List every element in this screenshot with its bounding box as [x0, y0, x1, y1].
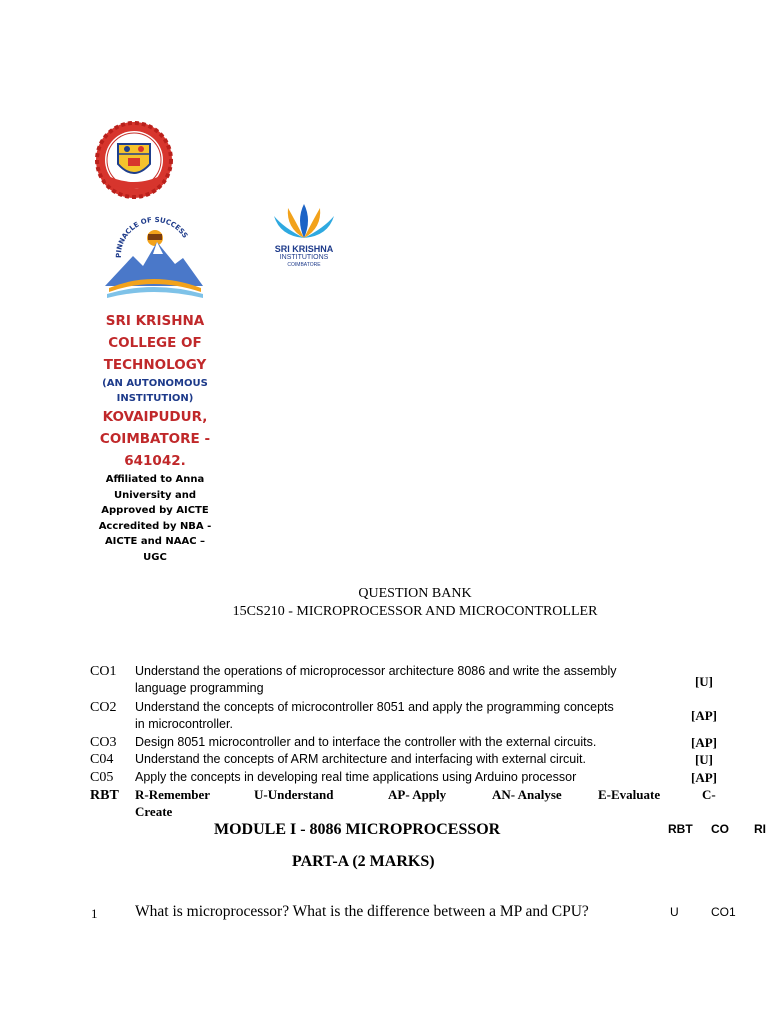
college-name-line: COLLEGE OF [108, 335, 202, 351]
module-title: MODULE I - 8086 MICROPROCESSOR [214, 821, 501, 838]
document-subtitle: 15CS210 - MICROPROCESSOR AND MICROCONTROLLER [232, 604, 598, 619]
college-name-line: SRI KRISHNA [105, 313, 205, 329]
affiliation-line: University and [113, 489, 197, 501]
co-description [135, 663, 655, 697]
rbt-term: R-Remember [135, 787, 211, 802]
co-code: CO1 [90, 664, 117, 679]
part-title: PART-A (2 MARKS) [292, 853, 435, 870]
co-code: C04 [90, 752, 114, 767]
college-info-block [92, 310, 218, 565]
rbt-term: C- [702, 787, 716, 802]
co-desc-line: Apply the concepts in developing real time applications using Arduino processor [135, 770, 577, 784]
affiliation-line: Approved by AICTE [101, 505, 209, 516]
location-line: 641042. [124, 453, 186, 469]
affiliation-line: Affiliated to Anna [105, 474, 205, 485]
document-heading [200, 585, 630, 621]
sk-logo-line2: INSTITUTIONS [279, 254, 329, 261]
rbt-code: RBT [90, 788, 119, 803]
autonomy-line: (AN AUTONOMOUS [102, 378, 208, 389]
col-header-co: CO [711, 822, 729, 836]
co-desc-line: Understand the concepts of microcontroller 8051 and apply the programming concepts [135, 700, 614, 714]
co-description [135, 751, 655, 768]
pinnacle-text: PINNACLE OF SUCCESS [114, 215, 190, 259]
document-title: QUESTION BANK [358, 586, 472, 601]
rbt-term: AP- Apply [388, 787, 447, 802]
co-rbt-level: [U] [694, 752, 714, 767]
sk-logo-line1: SRI KRISHNA [274, 244, 334, 254]
co-description [135, 734, 655, 751]
location-line: KOVAIPUDUR, [102, 409, 208, 425]
question-rbt: U [670, 905, 679, 919]
affiliation-line: UGC [143, 551, 167, 563]
affiliation-line: AICTE and NAAC – [104, 536, 206, 547]
location-line: COIMBATORE - [99, 431, 211, 447]
affiliation-line: Accredited by NBA - [98, 520, 212, 532]
question-text: What is microprocessor? What is the difference between a MP and CPU? [135, 903, 589, 920]
co-desc-line: in microcontroller. [135, 717, 233, 731]
co-rbt-level: [U] [694, 674, 714, 689]
co-desc-line: Design 8051 microcontroller and to interface the controller with the external circuits. [135, 735, 597, 749]
co-desc-line: language programming [135, 681, 264, 695]
co-code: C05 [90, 770, 114, 785]
rbt-term-wrap: Create [135, 804, 173, 819]
co-code: CO2 [90, 700, 117, 715]
co-description [135, 699, 655, 733]
sri-krishna-institutions-logo [266, 196, 342, 272]
col-header-ri: RI [754, 822, 766, 836]
college-name-line: TECHNOLOGY [103, 357, 207, 373]
question-co: CO1 [711, 905, 736, 919]
co-rbt-level: [AP] [691, 770, 717, 785]
question-number: 1 [91, 906, 98, 921]
co-desc-line: Understand the concepts of ARM architecture and interfacing with external circuit. [135, 752, 586, 766]
autonomy-line: INSTITUTION) [116, 393, 194, 404]
rbt-term: E-Evaluate [598, 787, 661, 802]
co-description [135, 769, 655, 786]
co-code: CO3 [90, 735, 117, 750]
sk-logo-line3: COIMBATORE [287, 262, 321, 268]
pinnacle-logo [103, 214, 205, 302]
co-rbt-level: [AP] [691, 735, 717, 750]
rbt-term: U-Understand [254, 787, 334, 802]
seal-logo [88, 120, 180, 202]
co-rbt-level: [AP] [691, 708, 717, 723]
co-desc-line: Understand the operations of microprocessor architecture 8086 and write the assembly [135, 664, 617, 678]
col-header-rbt: RBT [668, 822, 693, 836]
rbt-term: AN- Analyse [492, 787, 562, 802]
